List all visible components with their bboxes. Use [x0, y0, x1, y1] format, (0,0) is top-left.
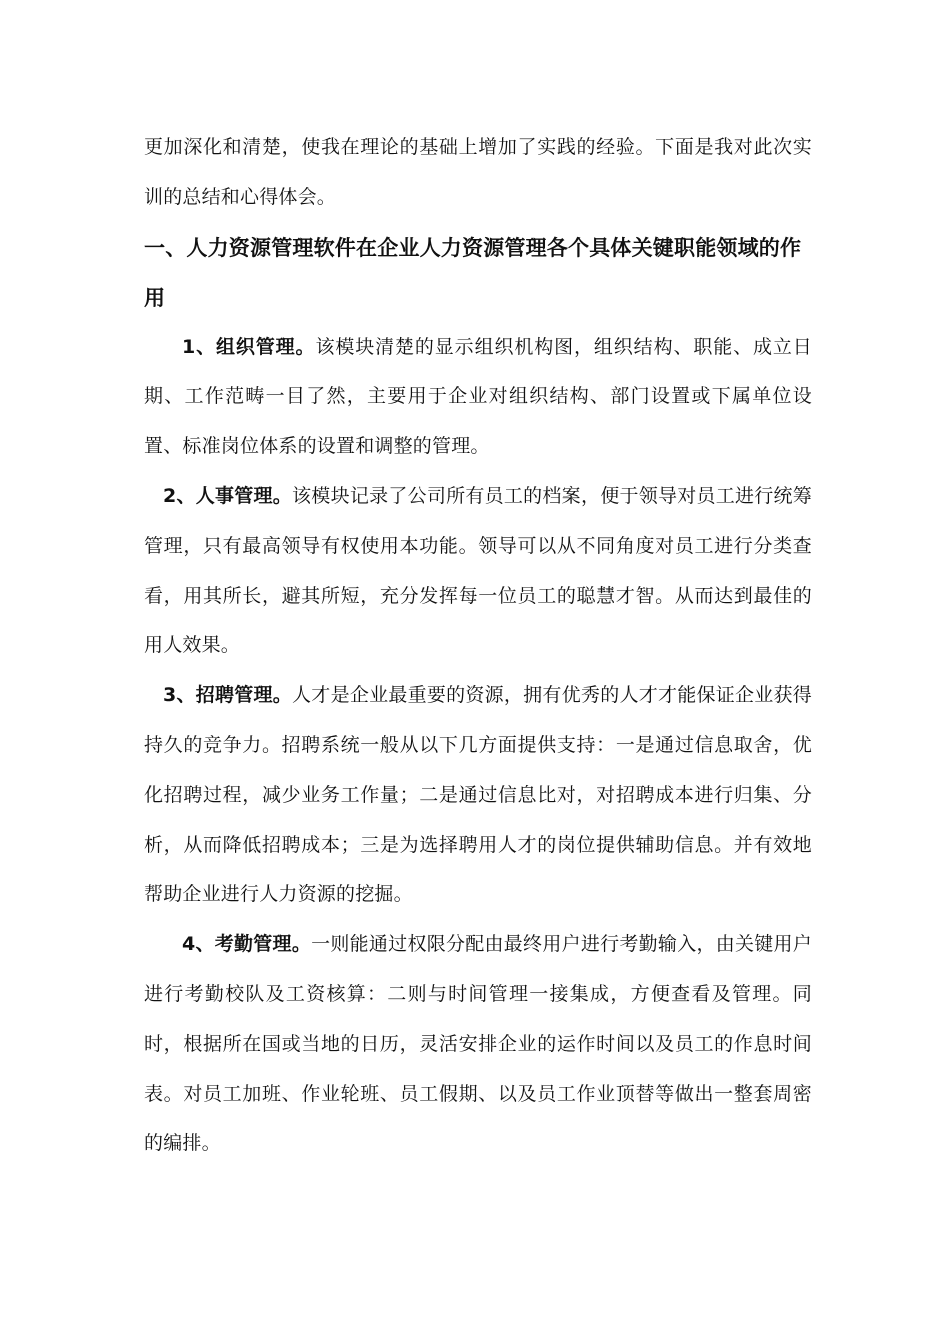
item-recruitment [144, 671, 812, 920]
item-body: 一则能通过权限分配由最终用户进行考勤输入，由关键用户进行考勤校队及工资核算：二则与时间管理一接集成，方便查看及管理。同时，根据所在国或当地的日历，灵活安排企业的运作时间以及员工的作息时间表。对员工加班、作业轮班、员工假期、以及员工作业顶替等做出一整套周密的编排。 [144, 933, 813, 1155]
intro-paragraph: 更加深化和清楚，使我在理论的基础上增加了实践的经验。下面是我对此次实训的总结和心得体会。 [144, 136, 812, 208]
item-organization [144, 323, 812, 472]
item-title: 3、招聘管理。 [163, 684, 293, 707]
item-attendance [144, 920, 812, 1169]
item-title: 4、考勤管理。 [182, 933, 312, 956]
item-title: 2、人事管理。 [163, 484, 293, 507]
item-body: 人才是企业最重要的资源，拥有优秀的人才才能保证企业获得持久的竞争力。招聘系统一般从以下几方面提供支持：一是通过信息取舍，优化招聘过程，减少业务工作量；二是通过信息比对，对招聘成本进行归集、分析，从而降低招聘成本；三是为选择聘用人才的岗位提供辅助信息。并有效地帮助企业进行人力资源的挖掘。 [144, 684, 812, 906]
item-title: 1、组织管理。 [182, 335, 316, 358]
item-body: 该模块记录了公司所有员工的档案，便于领导对员工进行统筹管理，只有最高领导有权使用本功能。领导可以从不同角度对员工进行分类查看，用其所长，避其所短，充分发挥每一位员工的聪慧才智。从而达到最佳的用人效果。 [144, 484, 812, 657]
section-heading: 一、人力资源管理软件在企业人力资源管理各个具体关键职能领域的作用 [144, 235, 802, 310]
item-personnel [144, 472, 812, 671]
document-page [144, 123, 812, 1169]
item-body: 该模块清楚的显示组织机构图，组织结构、职能、成立日期、工作范畴一目了然，主要用于企业对组织结构、部门设置或下属单位设置、标准岗位体系的设置和调整的管理。 [144, 335, 812, 458]
